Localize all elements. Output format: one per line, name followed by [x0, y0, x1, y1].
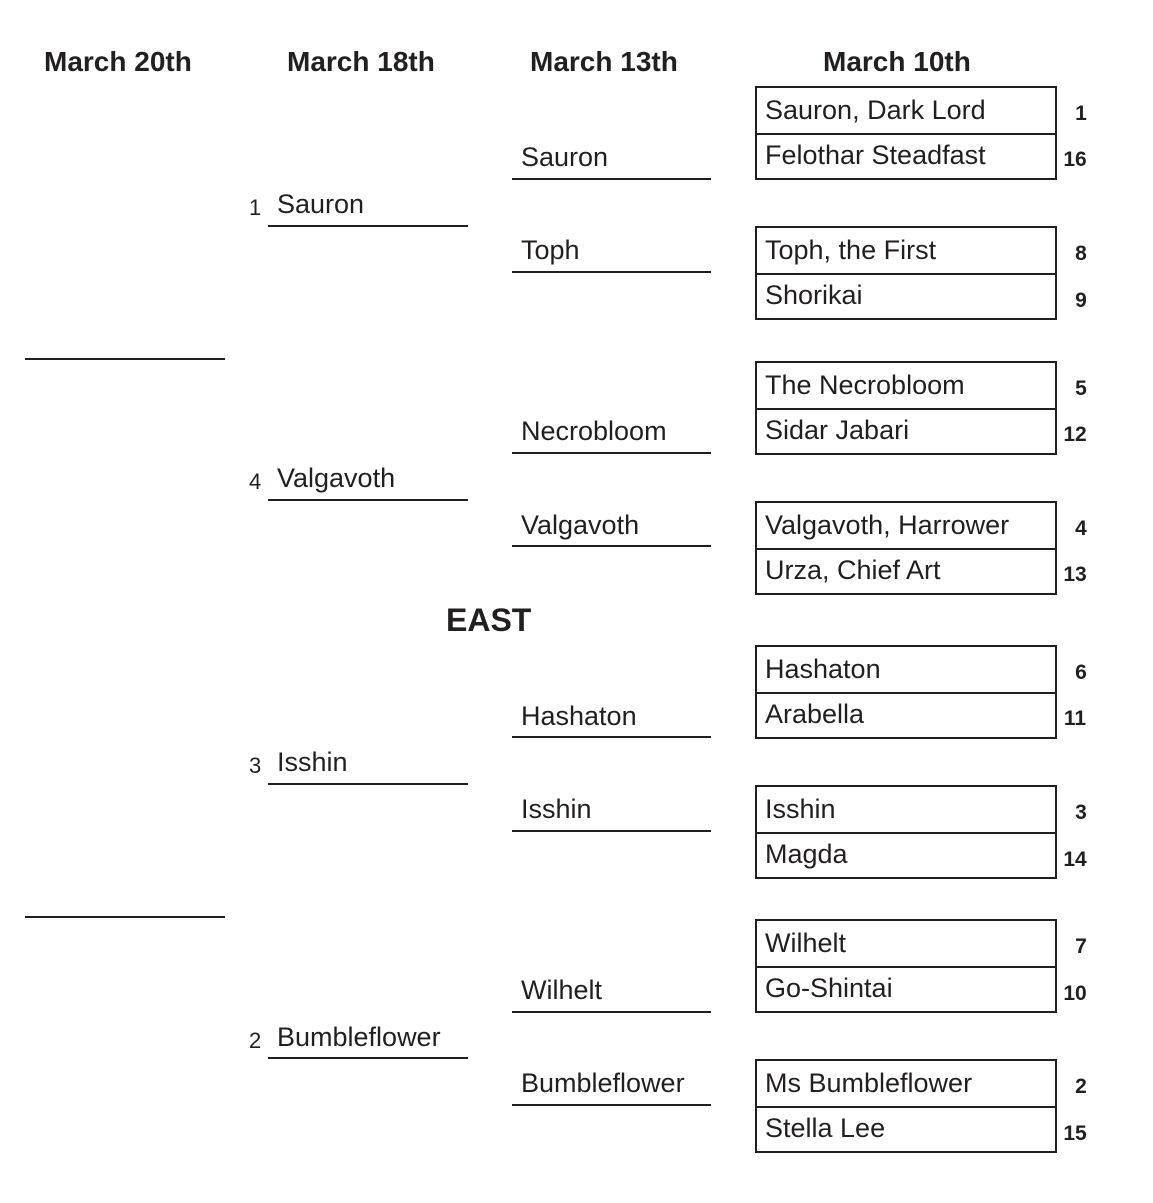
round1-team-box: [755, 785, 1057, 834]
round1-team-box: [755, 966, 1057, 1013]
round3-slot-line: [268, 225, 468, 227]
header-march-20th: March 20th: [44, 46, 192, 77]
header-march-10th: March 10th: [823, 46, 971, 77]
round2-team: Valgavoth: [521, 510, 640, 540]
round2-slot-line: [512, 271, 711, 273]
round1-team-box: [755, 408, 1057, 455]
round1-team-name: Magda: [765, 839, 848, 869]
round3-team: Sauron: [277, 189, 365, 219]
round1-seed: 4: [1075, 517, 1087, 540]
round1-team-box: [755, 832, 1057, 879]
round2-slot-line: [512, 452, 711, 454]
round2-slot-line: [512, 830, 711, 832]
round1-seed: 3: [1075, 801, 1087, 824]
round1-team-box: [755, 645, 1057, 694]
round3-seed: 1: [249, 195, 262, 220]
round1-seed: 16: [1063, 148, 1087, 171]
round1-team-box: [755, 919, 1057, 968]
round1-team-name: Ms Bumbleflower: [765, 1068, 973, 1098]
round2-team: Bumbleflower: [521, 1068, 685, 1098]
round2-team: Sauron: [521, 142, 609, 172]
round1-seed: 7: [1075, 935, 1087, 958]
round1-team-name: The Necrobloom: [765, 370, 965, 400]
round1-seed: 12: [1063, 423, 1087, 446]
round1-seed: 6: [1075, 661, 1087, 684]
round3-seed: 4: [249, 469, 262, 494]
round1-team-box: [755, 692, 1057, 739]
round1-team-box: [755, 226, 1057, 275]
round1-seed: 8: [1075, 242, 1087, 265]
round1-team-name: Wilhelt: [765, 928, 847, 958]
round1-team-name: Felothar Steadfast: [765, 140, 986, 170]
round2-team: Hashaton: [521, 701, 637, 731]
round1-team-name: Toph, the First: [765, 235, 937, 265]
round1-team-name: Shorikai: [765, 280, 863, 310]
round4-slot-line: [25, 916, 225, 918]
round3-slot-line: [268, 499, 468, 501]
round2-team: Toph: [521, 235, 580, 265]
round2-team: Isshin: [521, 794, 592, 824]
round3-team: Bumbleflower: [277, 1022, 441, 1052]
round1-team-box: [755, 1106, 1057, 1153]
round1-team-name: Valgavoth, Harrower: [765, 510, 1010, 540]
round1-team-name: Go-Shintai: [765, 973, 893, 1003]
round1-team-box: [755, 133, 1057, 180]
round3-team: Valgavoth: [277, 463, 396, 493]
round1-seed: 10: [1063, 982, 1087, 1005]
round1-team-name: Hashaton: [765, 654, 881, 684]
header-march-18th: March 18th: [287, 46, 435, 77]
round1-team-name: Sauron, Dark Lord: [765, 95, 986, 125]
round1-seed: 15: [1063, 1122, 1087, 1145]
round2-slot-line: [512, 178, 711, 180]
round1-team-box: [755, 501, 1057, 550]
round3-seed: 2: [249, 1028, 262, 1053]
region-label: EAST: [446, 602, 532, 638]
round1-seed: 5: [1075, 377, 1087, 400]
round1-seed: 2: [1075, 1075, 1087, 1098]
round3-seed: 3: [249, 753, 262, 778]
round1-team-box: [755, 361, 1057, 410]
round1-team-box: [755, 273, 1057, 320]
round1-team-name: Stella Lee: [765, 1113, 886, 1143]
round1-team-box: [755, 548, 1057, 595]
round3-slot-line: [268, 1057, 468, 1059]
round3-team: Isshin: [277, 747, 348, 777]
round1-team-name: Urza, Chief Art: [765, 555, 941, 585]
round2-slot-line: [512, 1011, 711, 1013]
round3-slot-line: [268, 783, 468, 785]
round2-team: Wilhelt: [521, 975, 603, 1005]
round1-team-box: [755, 1059, 1057, 1108]
round4-slot-line: [25, 358, 225, 360]
round1-team-name: Isshin: [765, 794, 836, 824]
round1-team-box: [755, 86, 1057, 135]
header-march-13th: March 13th: [530, 46, 678, 77]
round1-seed: 13: [1063, 563, 1087, 586]
round2-slot-line: [512, 1104, 711, 1106]
round1-seed: 1: [1075, 102, 1087, 125]
round1-team-name: Sidar Jabari: [765, 415, 910, 445]
round1-seed: 14: [1063, 848, 1087, 871]
round2-slot-line: [512, 736, 711, 738]
round2-slot-line: [512, 545, 711, 547]
round1-team-name: Arabella: [765, 699, 865, 729]
round2-team: Necrobloom: [521, 416, 667, 446]
round1-seed: 11: [1063, 707, 1087, 730]
round1-seed: 9: [1075, 289, 1087, 312]
